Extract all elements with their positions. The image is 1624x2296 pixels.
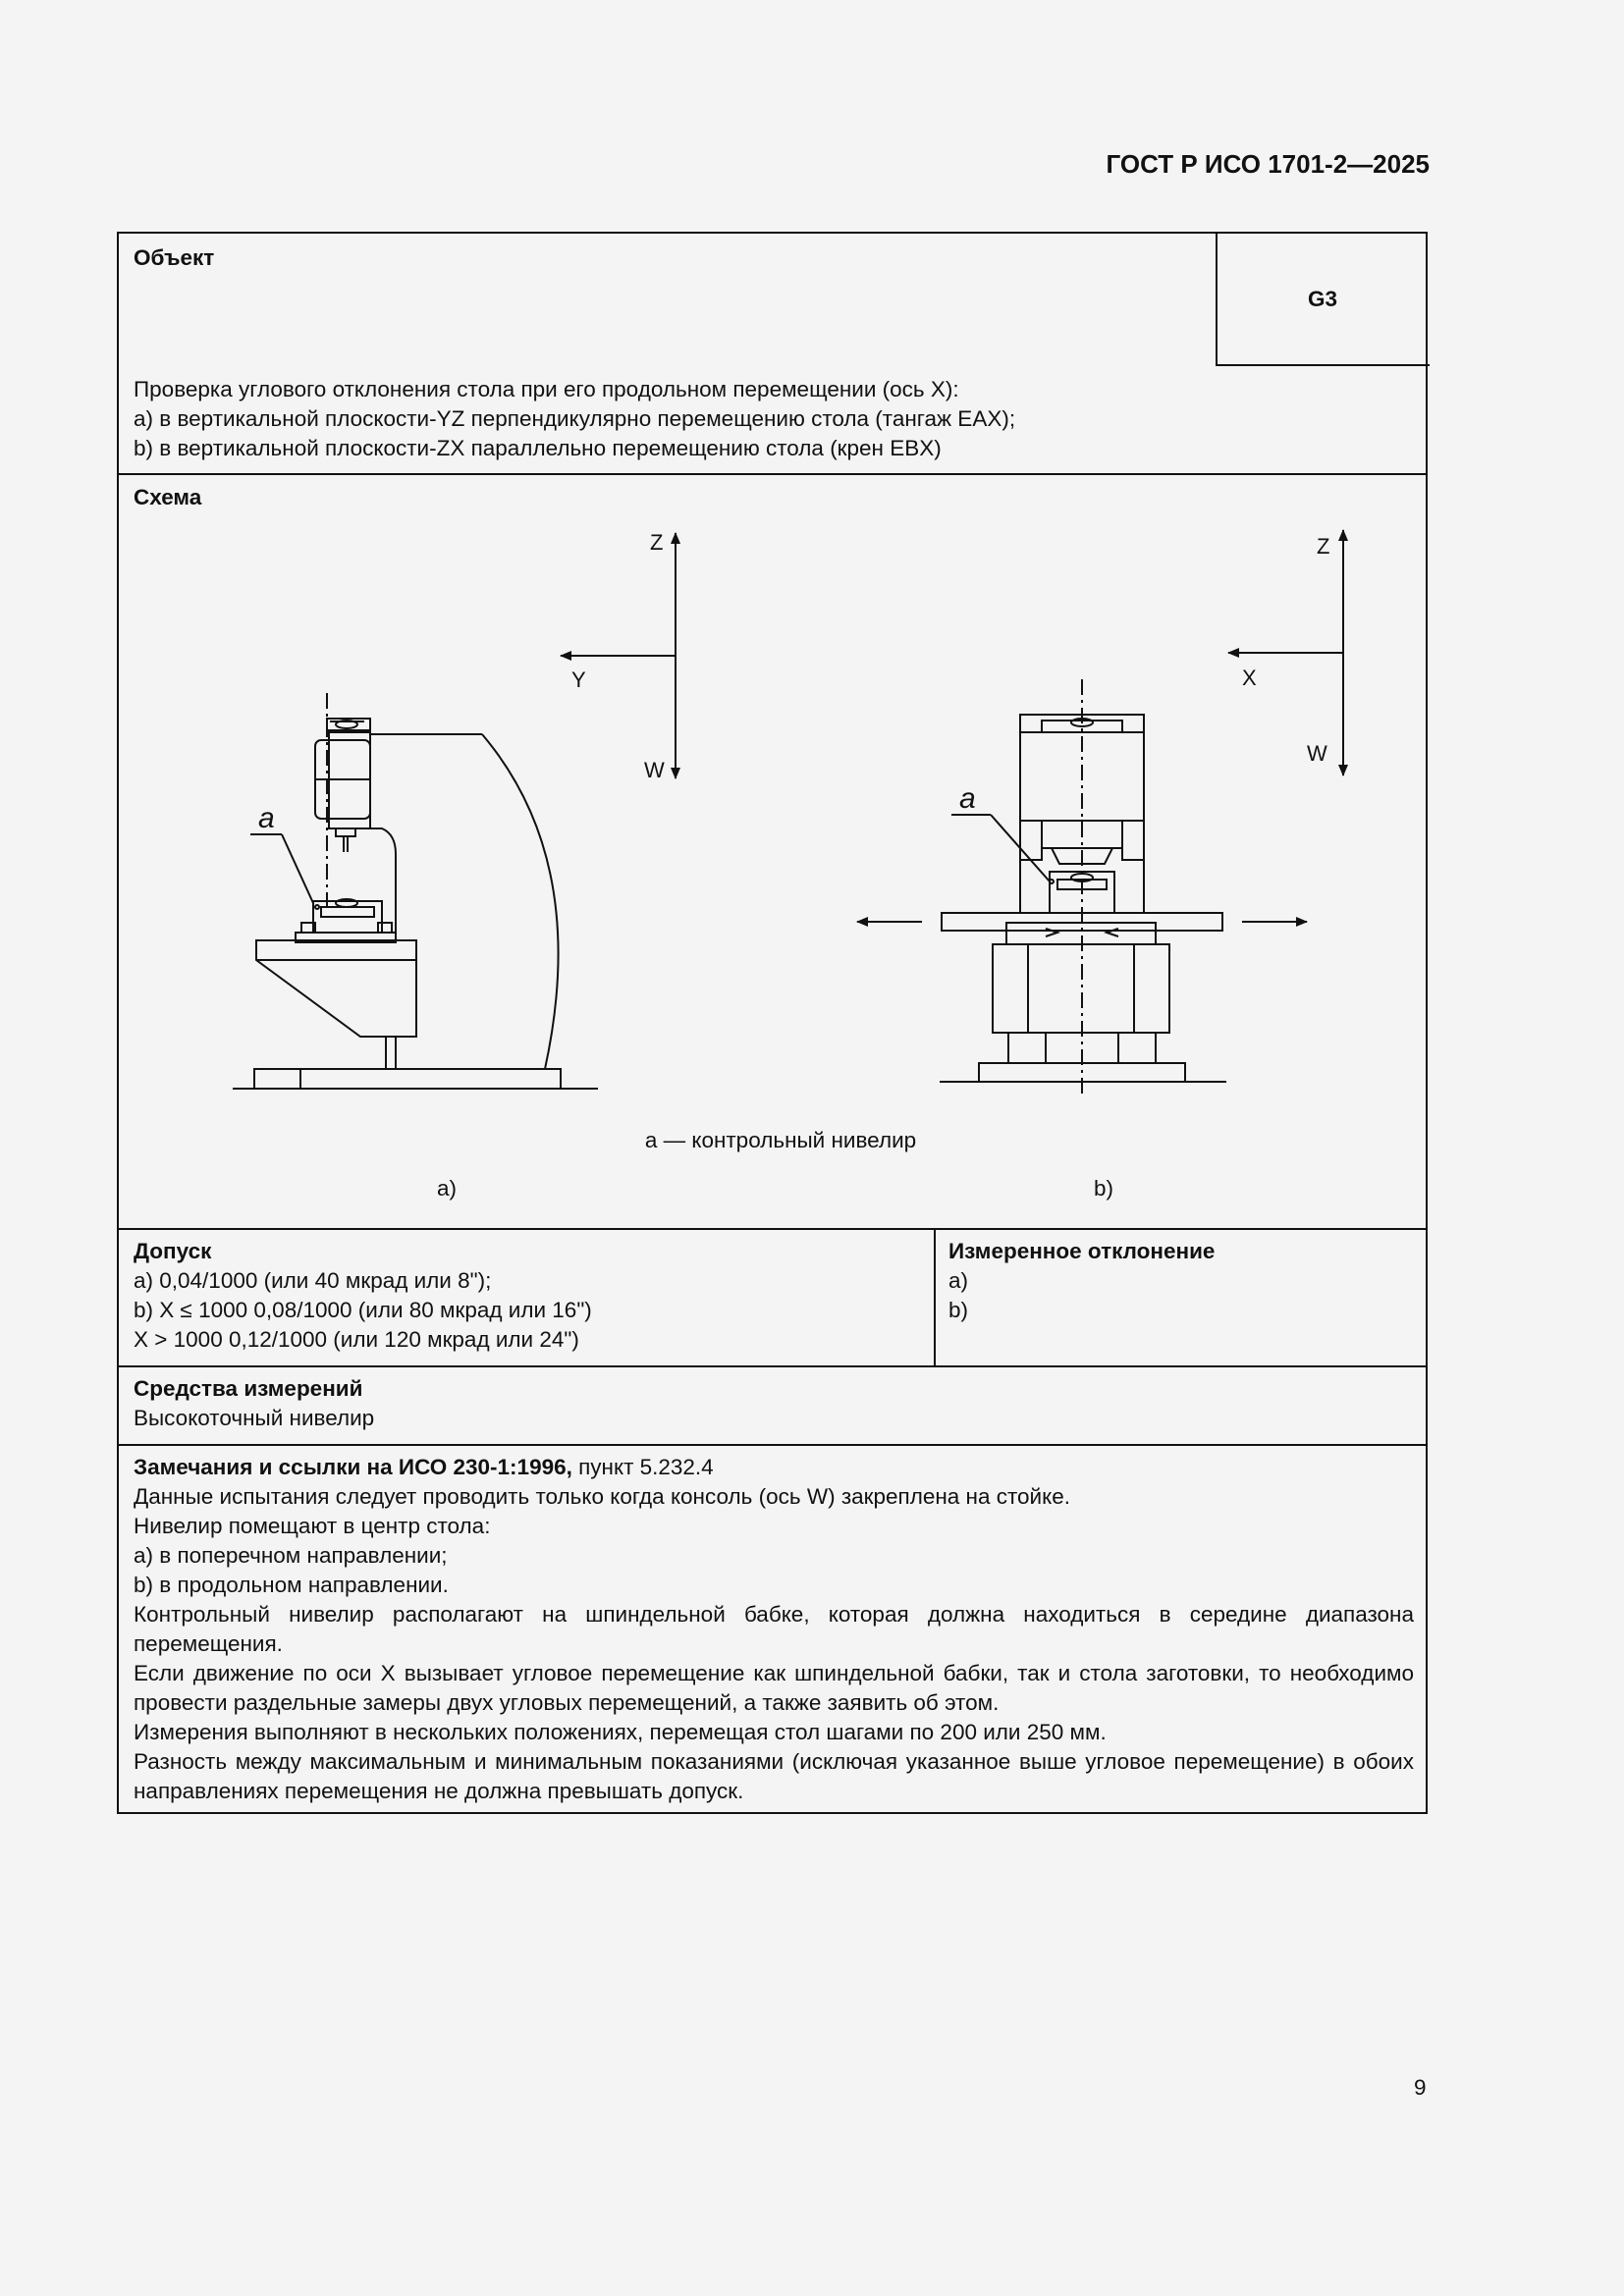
axis-label-x: X xyxy=(1242,666,1257,690)
notes-paragraph: Данные испытания следует проводить только когда консоль (ось W) закреплена на стойке. xyxy=(134,1484,1070,1509)
axis-cross-a xyxy=(561,533,676,778)
measured-block xyxy=(948,1237,1215,1325)
object-heading: Объект xyxy=(134,245,215,270)
figure-legend: a — контрольный нивелир xyxy=(644,1128,917,1152)
notes-paragraph: Измерения выполняют в нескольких положениях, перемещая стол шагами по 200 или 250 мм. xyxy=(134,1720,1107,1744)
notes-block xyxy=(134,1453,1414,1806)
notes-paragraph: Разность между максимальным и минимальным показаниями (исключая указанное выше угловое перемещение) в обоих направлениях перемещения не должна превышать допуск. xyxy=(134,1749,1414,1803)
divider xyxy=(934,1228,936,1366)
measured-line: a) xyxy=(948,1268,969,1293)
axis-label-w: W xyxy=(644,758,665,782)
tolerance-heading: Допуск xyxy=(134,1239,212,1263)
test-code: G3 xyxy=(1307,287,1337,311)
notes-paragraph: Если движение по оси X вызывает угловое перемещение как шпиндельной бабки, так и стола заготовки, то необходимо провести раздельные замеры двух угловых перемещений, а также заявить об этом. xyxy=(134,1661,1414,1715)
scheme-heading: Схема xyxy=(134,485,202,509)
divider xyxy=(119,1228,1428,1230)
test-sheet-table xyxy=(117,232,1428,1814)
callout-label: a xyxy=(258,802,275,834)
measured-heading: Измеренное отклонение xyxy=(948,1239,1216,1263)
notes-reference: пункт 5.232.4 xyxy=(571,1455,714,1479)
object-line: b) в вертикальной плоскости-ZX параллельно перемещению стола (крен EBX) xyxy=(134,436,942,460)
tolerance-block xyxy=(134,1237,592,1355)
notes-paragraph: Контрольный нивелир располагают на шпиндельной бабке, которая должна находиться в середине диапазона перемещения. xyxy=(134,1602,1414,1656)
notes-paragraph: Нивелир помещают в центр стола: xyxy=(134,1514,491,1538)
callout-label: a xyxy=(959,782,976,815)
standard-designation: ГОСТ Р ИСО 1701-2—2025 xyxy=(1106,149,1430,179)
page-number: 9 xyxy=(1414,2075,1427,2100)
notes-paragraph: a) в поперечном направлении; xyxy=(134,1543,448,1568)
instruments-heading: Средства измерений xyxy=(134,1376,363,1401)
figure-caption: b) xyxy=(1093,1176,1114,1201)
notes-heading: Замечания и ссылки на ИСО 230-1:1996, xyxy=(134,1455,572,1479)
object-line: a) в вертикальной плоскости-YZ перпендикулярно перемещению стола (тангаж EAX); xyxy=(134,406,1016,431)
object-line: Проверка углового отклонения стола при его продольном перемещении (ось X): xyxy=(134,377,959,401)
notes-paragraph: b) в продольном направлении. xyxy=(134,1573,449,1597)
divider xyxy=(119,1365,1428,1367)
tolerance-line: a) 0,04/1000 (или 40 мкрад или 8"); xyxy=(134,1268,492,1293)
instruments-text: Высокоточный нивелир xyxy=(134,1406,375,1430)
scheme-drawing xyxy=(119,234,1426,1227)
axis-label-w: W xyxy=(1307,741,1327,766)
tolerance-line: b) X ≤ 1000 0,08/1000 (или 80 мкрад или 16") xyxy=(134,1298,592,1322)
instruments-block xyxy=(134,1374,374,1433)
axis-cross-b xyxy=(1228,530,1343,775)
axis-label-z: Z xyxy=(1317,534,1330,559)
machine-side-view xyxy=(233,693,598,1089)
figure-caption: a) xyxy=(436,1176,458,1201)
divider xyxy=(119,1444,1428,1446)
axis-label-z: Z xyxy=(650,530,664,555)
measured-line: b) xyxy=(948,1298,969,1322)
axis-label-y: Y xyxy=(571,667,586,692)
machine-front-view xyxy=(857,679,1307,1097)
tolerance-line: X > 1000 0,12/1000 (или 120 мкрад или 24") xyxy=(134,1327,579,1352)
